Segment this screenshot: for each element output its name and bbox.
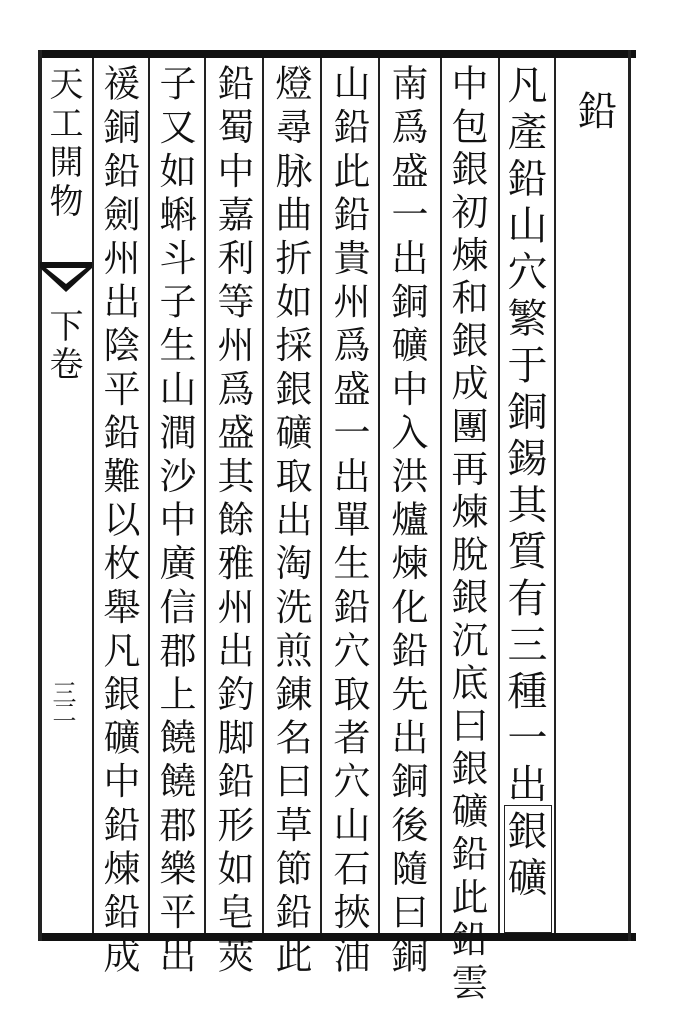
column-divider xyxy=(148,58,150,933)
left-border-rule xyxy=(38,50,42,941)
column-divider xyxy=(378,58,380,933)
book-title: 天工開物 xyxy=(43,66,83,222)
column-divider xyxy=(498,58,500,933)
column-divider xyxy=(320,58,322,933)
page-number: 三二 xyxy=(48,680,76,720)
column-divider xyxy=(262,58,264,933)
volume-label: 下卷 xyxy=(43,308,83,384)
text-column-1: 凡產鉛山穴繁于銅錫其質有三種一出銀礦 xyxy=(501,64,547,903)
text-column-4: 山鉛此鉛貴州爲盛一出單生鉛穴取者穴山石挾油 xyxy=(327,64,370,980)
column-divider xyxy=(554,58,556,933)
column-divider xyxy=(204,58,206,933)
fishtail-mark xyxy=(40,262,92,296)
text-column-8: 禐銅鉛劍州出陰平鉛難以枚舉凡銀礦中鉛煉鉛成 xyxy=(97,64,140,980)
column-divider xyxy=(92,58,94,933)
section-heading: 鉛 xyxy=(571,90,617,132)
column-divider xyxy=(440,58,442,933)
text-column-6: 鉛蜀中嘉利等州爲盛其餘雅州出釣脚鉛形如皂莢 xyxy=(211,64,254,980)
top-border-rule xyxy=(38,50,636,58)
text-column-3: 南爲盛一出銅礦中入洪爐煉化鉛先出銅後隨曰銅 xyxy=(385,64,428,980)
commentary-box xyxy=(504,805,552,933)
text-column-2: 中包銀初煉和銀成團再煉脫銀沉底曰銀礦鉛此鉛雲 xyxy=(445,64,488,1006)
text-column-5: 燈尋脉曲折如採銀礦取出淘洗煎錬名曰草節鉛此 xyxy=(269,64,312,980)
text-column-7: 子又如蝌斗子生山澗沙中廣信郡上饒饒郡樂平出 xyxy=(153,64,196,980)
right-border-rule xyxy=(628,50,631,941)
